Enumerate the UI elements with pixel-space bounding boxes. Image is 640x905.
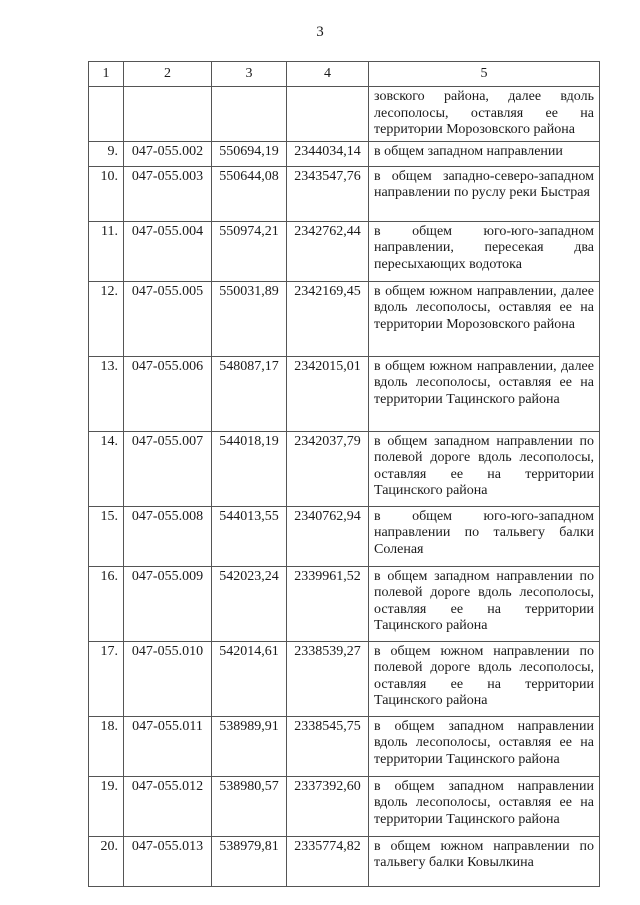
point-code: 047-055.007 xyxy=(124,431,212,506)
table-row xyxy=(89,716,600,776)
coordinate-x: 538979,81 xyxy=(212,836,287,886)
coordinate-x: 550031,89 xyxy=(212,281,287,356)
coordinate-x: 544018,19 xyxy=(212,431,287,506)
coordinate-y: 2335774,82 xyxy=(287,836,369,886)
table-row xyxy=(89,166,600,221)
point-code: 047-055.003 xyxy=(124,166,212,221)
boundary-description: зовского района, далее вдоль лесополосы, оставляя ее на территории Морозовского района xyxy=(369,87,600,142)
row-number: 17. xyxy=(89,641,124,716)
table-row xyxy=(89,641,600,716)
row-number: 12. xyxy=(89,281,124,356)
boundary-description: в общем западном направлении xyxy=(369,141,600,166)
point-code xyxy=(124,87,212,142)
header-col-4: 4 xyxy=(287,62,369,87)
point-code: 047-055.005 xyxy=(124,281,212,356)
coordinate-y: 2339961,52 xyxy=(287,566,369,641)
row-number: 14. xyxy=(89,431,124,506)
row-number: 10. xyxy=(89,166,124,221)
table-row xyxy=(89,356,600,431)
coordinate-x xyxy=(212,87,287,142)
coordinate-y: 2342169,45 xyxy=(287,281,369,356)
row-number: 13. xyxy=(89,356,124,431)
row-number: 16. xyxy=(89,566,124,641)
point-code: 047-055.010 xyxy=(124,641,212,716)
boundary-description: в общем южном направлении по тальвегу балки Ковылкина xyxy=(369,836,600,886)
boundary-description: в общем западном направлении по полевой дороге вдоль лесополосы, оставляя ее на территории Тацинского района xyxy=(369,566,600,641)
table-row xyxy=(89,431,600,506)
coordinate-y: 2342015,01 xyxy=(287,356,369,431)
row-number: 9. xyxy=(89,141,124,166)
boundary-description: в общем южном направлении, далее вдоль лесополосы, оставляя ее на территории Тацинского района xyxy=(369,356,600,431)
row-number: 11. xyxy=(89,221,124,281)
point-code: 047-055.011 xyxy=(124,716,212,776)
row-number: 18. xyxy=(89,716,124,776)
coordinate-y: 2342762,44 xyxy=(287,221,369,281)
coordinate-y: 2338545,75 xyxy=(287,716,369,776)
boundary-description: в общем юго-юго-западном направлении, пересекая два пересыхающих водотока xyxy=(369,221,600,281)
coordinate-y: 2342037,79 xyxy=(287,431,369,506)
boundary-description: в общем юго-юго-западном направлении по тальвегу балки Соленая xyxy=(369,506,600,566)
coordinate-x: 538989,91 xyxy=(212,716,287,776)
row-number: 19. xyxy=(89,776,124,836)
point-code: 047-055.006 xyxy=(124,356,212,431)
boundary-points-table xyxy=(88,61,600,887)
page-number: 3 xyxy=(316,24,324,40)
row-number: 20. xyxy=(89,836,124,886)
coordinate-x: 542014,61 xyxy=(212,641,287,716)
boundary-description: в общем западном направлении вдоль лесополосы, оставляя ее на территории Тацинского района xyxy=(369,716,600,776)
point-code: 047-055.012 xyxy=(124,776,212,836)
table-row xyxy=(89,506,600,566)
coordinate-x: 538980,57 xyxy=(212,776,287,836)
header-col-5: 5 xyxy=(369,62,600,87)
row-number: 15. xyxy=(89,506,124,566)
boundary-description: в общем южном направлении по полевой дороге вдоль лесополосы, оставляя ее на территории Тацинского района xyxy=(369,641,600,716)
point-code: 047-055.009 xyxy=(124,566,212,641)
coordinate-y: 2340762,94 xyxy=(287,506,369,566)
header-col-1: 1 xyxy=(89,62,124,87)
point-code: 047-055.008 xyxy=(124,506,212,566)
coordinate-x: 548087,17 xyxy=(212,356,287,431)
table-row xyxy=(89,221,600,281)
header-col-3: 3 xyxy=(212,62,287,87)
table-body xyxy=(89,87,600,887)
table-row xyxy=(89,281,600,356)
coordinate-x: 542023,24 xyxy=(212,566,287,641)
coordinate-y xyxy=(287,87,369,142)
table-row xyxy=(89,141,600,166)
coordinate-x: 550974,21 xyxy=(212,221,287,281)
coordinate-y: 2338539,27 xyxy=(287,641,369,716)
coordinate-x: 550644,08 xyxy=(212,166,287,221)
coordinate-y: 2337392,60 xyxy=(287,776,369,836)
table-row xyxy=(89,776,600,836)
coordinate-x: 550694,19 xyxy=(212,141,287,166)
table-row xyxy=(89,566,600,641)
row-number xyxy=(89,87,124,142)
point-code: 047-055.002 xyxy=(124,141,212,166)
header-col-2: 2 xyxy=(124,62,212,87)
table-header-row xyxy=(89,62,600,87)
boundary-description: в общем южном направлении, далее вдоль лесополосы, оставляя ее на территории Морозовского района xyxy=(369,281,600,356)
boundary-description: в общем западном направлении вдоль лесополосы, оставляя ее на территории Тацинского района xyxy=(369,776,600,836)
point-code: 047-055.004 xyxy=(124,221,212,281)
point-code: 047-055.013 xyxy=(124,836,212,886)
boundary-description: в общем западном направлении по полевой дороге вдоль лесополосы, оставляя ее на территории Тацинского района xyxy=(369,431,600,506)
coordinate-y: 2344034,14 xyxy=(287,141,369,166)
table-row xyxy=(89,836,600,886)
table-row-continuation xyxy=(89,87,600,142)
coordinate-x: 544013,55 xyxy=(212,506,287,566)
boundary-description: в общем западно-северо-западном направлении по руслу реки Быстрая xyxy=(369,166,600,221)
coordinate-y: 2343547,76 xyxy=(287,166,369,221)
